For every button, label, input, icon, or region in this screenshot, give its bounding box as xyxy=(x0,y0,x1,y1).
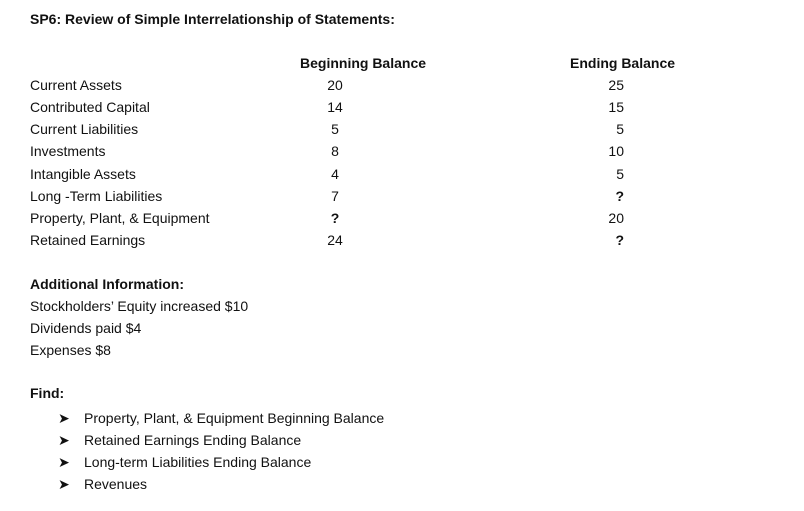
ending-value: ? xyxy=(615,232,624,248)
find-item-text: Revenues xyxy=(84,476,148,492)
find-item xyxy=(58,429,384,451)
row-label: Intangible Assets xyxy=(30,166,136,182)
table-row xyxy=(0,210,804,232)
beginning-value: ? xyxy=(330,210,340,226)
find-heading: Find: xyxy=(30,385,65,401)
ending-value: 25 xyxy=(608,77,624,93)
page-title: SP6: Review of Simple Interrelationship of Statements: xyxy=(30,11,395,27)
ending-value: ? xyxy=(615,188,624,204)
ending-value: 20 xyxy=(608,210,624,226)
find-item-text: Long-term Liabilities Ending Balance xyxy=(84,454,312,470)
beginning-value: 7 xyxy=(331,188,339,204)
table-row xyxy=(0,143,804,165)
arrowhead-bullet-icon: ➤ xyxy=(58,476,70,492)
table-row xyxy=(0,232,804,254)
arrowhead-bullet-icon: ➤ xyxy=(58,410,70,426)
ending-value: 15 xyxy=(608,99,624,115)
ending-value: 5 xyxy=(616,166,624,182)
arrowhead-bullet-icon: ➤ xyxy=(58,432,70,448)
additional-info-line: Stockholders’ Equity increased $10 xyxy=(30,298,249,314)
additional-info-line: Dividends paid $4 xyxy=(30,320,142,336)
beginning-value: 14 xyxy=(327,99,343,115)
ending-value: 10 xyxy=(608,143,624,159)
beginning-value: 4 xyxy=(331,166,339,182)
additional-info-heading: Additional Information: xyxy=(30,276,184,292)
beginning-value: 5 xyxy=(331,121,339,137)
row-label: Contributed Capital xyxy=(30,99,150,115)
ending-value: 5 xyxy=(616,121,624,137)
arrowhead-bullet-icon: ➤ xyxy=(58,454,70,470)
table-row xyxy=(0,99,804,121)
find-item xyxy=(58,407,384,429)
table-row xyxy=(0,77,804,99)
row-label: Current Assets xyxy=(30,77,122,93)
find-item-text: Property, Plant, & Equipment Beginning Balance xyxy=(84,410,385,426)
table-row xyxy=(0,188,804,210)
row-label: Retained Earnings xyxy=(30,232,146,248)
row-label: Current Liabilities xyxy=(30,121,139,137)
additional-info-line: Expenses $8 xyxy=(30,342,111,358)
ending-balance-header: Ending Balance xyxy=(570,55,676,71)
beginning-value: 8 xyxy=(331,143,339,159)
beginning-value: 24 xyxy=(327,232,343,248)
find-item-text: Retained Earnings Ending Balance xyxy=(84,432,302,448)
find-item xyxy=(58,451,384,473)
row-label: Property, Plant, & Equipment xyxy=(30,210,210,226)
table-row xyxy=(0,121,804,143)
row-label: Investments xyxy=(30,143,106,159)
beginning-balance-header: Beginning Balance xyxy=(300,55,427,71)
find-item xyxy=(58,473,384,495)
find-list xyxy=(58,407,384,495)
beginning-value: 20 xyxy=(327,77,343,93)
table-row xyxy=(0,166,804,188)
row-label: Long -Term Liabilities xyxy=(30,188,163,204)
